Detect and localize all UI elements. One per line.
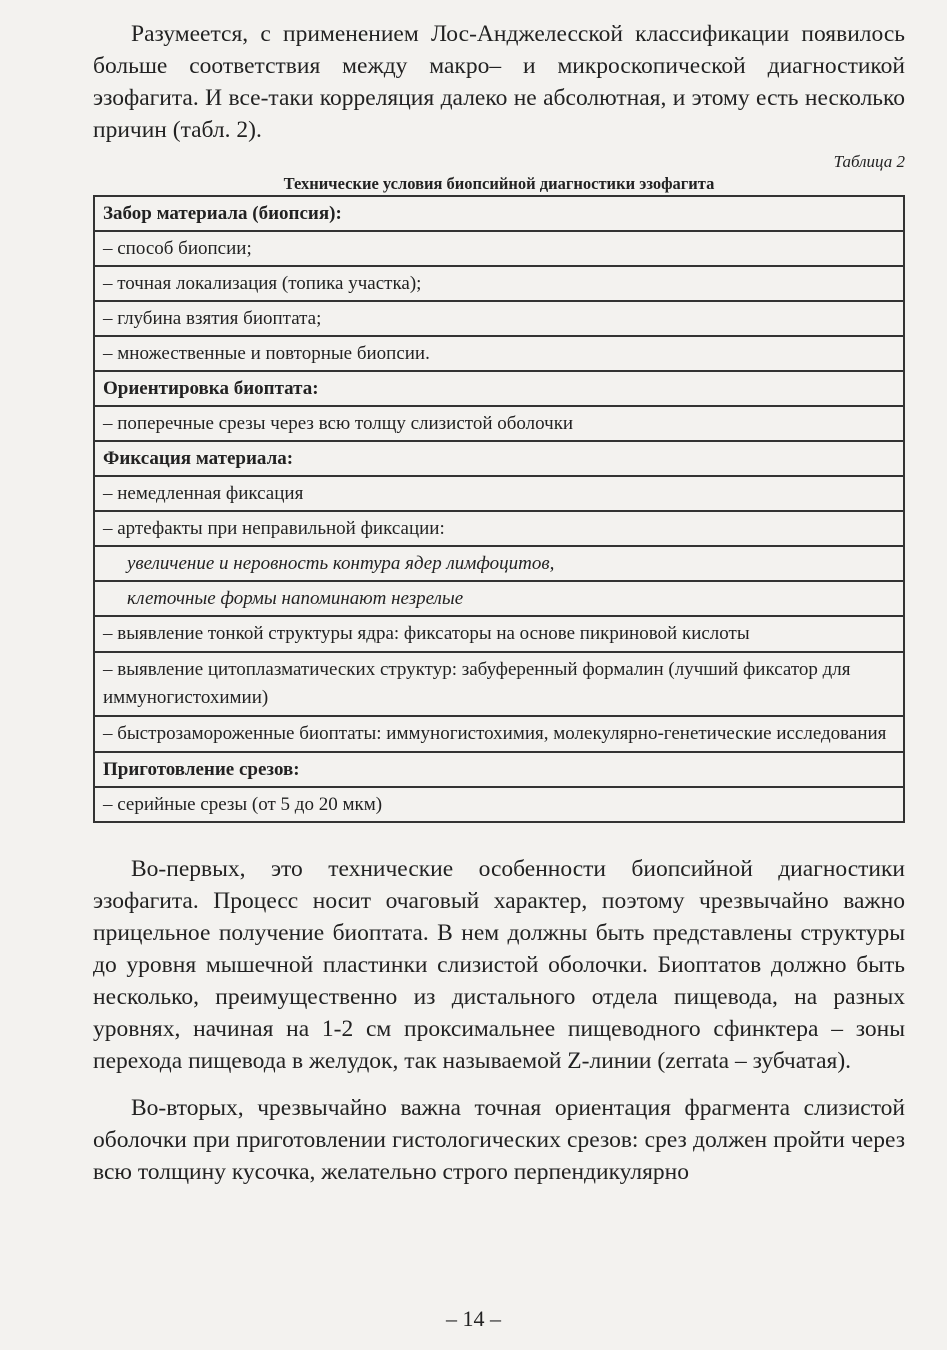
table-row (94, 266, 904, 301)
table-label: Таблица 2 (833, 152, 905, 171)
section-header-fixation: Фиксация материала: (94, 441, 904, 476)
section-header-biopsy: Забор материала (биопсия): (94, 196, 904, 231)
table-cell: – выявление цитоплазматических структур: забуференный формалин (лучший фиксатор для иммуногистохимии) (94, 652, 904, 716)
table-row (94, 336, 904, 371)
table-row (94, 301, 904, 336)
table-row (94, 406, 904, 441)
page-number: – 14 – (446, 1306, 501, 1331)
table-row (94, 787, 904, 822)
intro-paragraph: Разумеется, с применением Лос-Анджелесской классификации появилось больше соответствия между макро– и микроскопической диагностикой эзофагита. И все-таки корреляция далеко не абсолютная, и этому есть несколько причин (табл. 2). (93, 21, 905, 143)
table-cell: – немедленная фиксация (94, 476, 904, 511)
page-content (93, 18, 905, 1188)
table-row (94, 616, 904, 652)
table-row (94, 371, 904, 406)
table-row (94, 196, 904, 231)
table-cell: – быстрозамороженные биоптаты: иммуногистохимия, молекулярно-генетические исследования (94, 716, 904, 752)
body-paragraph-1: Во-первых, это технические особенности биопсийной диагностики эзофагита. Процесс носит очаговый характер, поэтому чрезвычайно важно прицельное получение биоптата. В нем должны быть представлены структуры до уровня мышечной пластинки слизистой оболочки. Биоптатов должно быть несколько, преимущественно из дистального отдела пищевода, на разных уровнях, начиная на 1-2 см проксимальнее пищеводного сфинктера – зоны перехода пищевода в желудок, так называемой Z-линии (zerrata – зубчатая). (93, 856, 905, 1074)
table-row (94, 476, 904, 511)
table-cell: – множественные и повторные биопсии. (94, 336, 904, 371)
table-cell: – выявление тонкой структуры ядра: фиксаторы на основе пикриновой кислоты (94, 616, 904, 652)
table-row (94, 511, 904, 546)
section-header-sections: Приготовление срезов: (94, 752, 904, 787)
table-row (94, 752, 904, 787)
table-row (94, 546, 904, 581)
table-cell: – точная локализация (топика участка); (94, 266, 904, 301)
table-row (94, 231, 904, 266)
table-cell: – серийные срезы (от 5 до 20 мкм) (94, 787, 904, 822)
table-cell: – поперечные срезы через всю толщу слизистой оболочки (94, 406, 904, 441)
table-row (94, 652, 904, 716)
table-cell-italic: увеличение и неровность контура ядер лимфоцитов, (94, 546, 904, 581)
table-title: Технические условия биопсийной диагностики эзофагита (283, 174, 715, 193)
conditions-table (93, 195, 905, 823)
table-cell-italic: клеточные формы напоминают незрелые (94, 581, 904, 616)
table-row (94, 441, 904, 476)
table-cell: – способ биопсии; (94, 231, 904, 266)
table-cell: – артефакты при неправильной фиксации: (94, 511, 904, 546)
body-paragraph-2: Во-вторых, чрезвычайно важна точная ориентация фрагмента слизистой оболочки при приготовлении гистологических срезов: срез должен пройти через всю толщину кусочка, желательно строго перпендикулярно (93, 1095, 905, 1185)
table-row (94, 716, 904, 752)
section-header-orientation: Ориентировка биоптата: (94, 371, 904, 406)
table-cell: – глубина взятия биоптата; (94, 301, 904, 336)
table-row (94, 581, 904, 616)
